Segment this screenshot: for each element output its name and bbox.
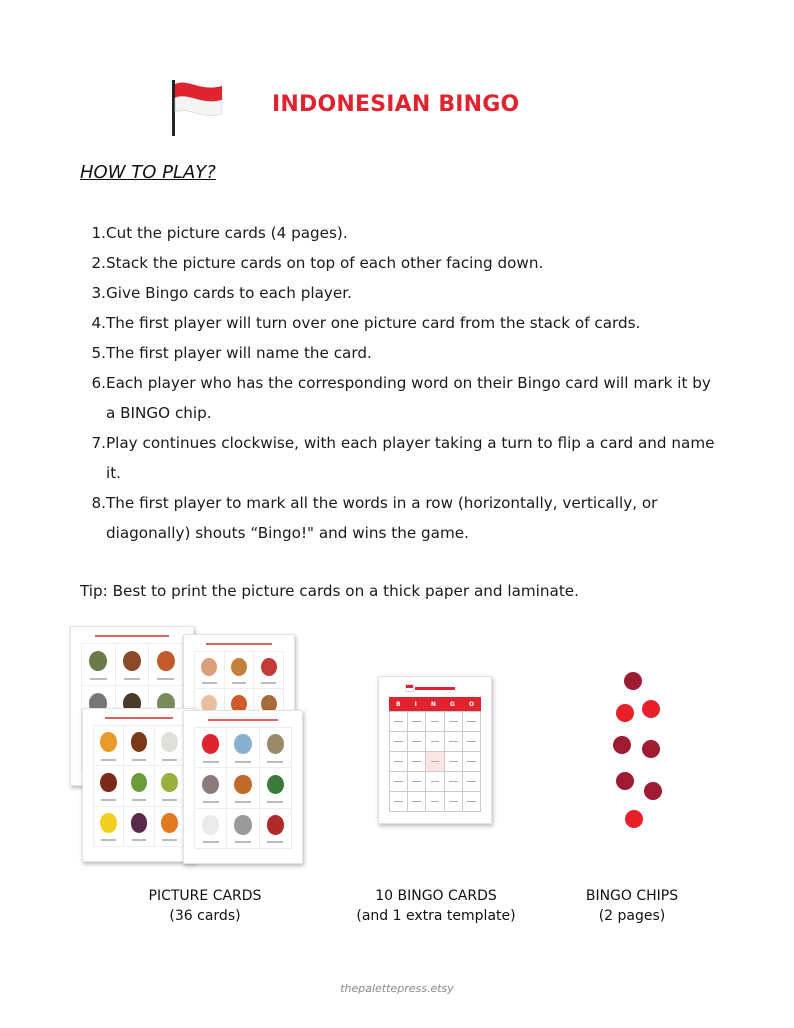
steps-list xyxy=(80,218,720,548)
step-number: 4. xyxy=(91,314,106,332)
how-to-play-heading: HOW TO PLAY? xyxy=(80,162,216,183)
bingo-chips-caption xyxy=(560,886,704,926)
bingo-chip xyxy=(642,740,660,758)
bingo-cards-caption xyxy=(336,886,536,926)
step-item xyxy=(80,218,720,248)
step-number: 1. xyxy=(91,224,106,242)
bingo-letter: N xyxy=(430,700,436,708)
step-number: 5. xyxy=(91,344,106,362)
step-item xyxy=(80,308,720,338)
bingo-letter: O xyxy=(468,700,474,708)
step-item xyxy=(80,368,720,428)
bingo-chip xyxy=(625,810,643,828)
caption-line: (and 1 extra template) xyxy=(356,908,516,924)
caption-line: PICTURE CARDS xyxy=(148,888,262,904)
bingo-card-header xyxy=(389,697,481,711)
bingo-letter: I xyxy=(414,700,417,708)
bingo-chip xyxy=(644,782,662,800)
bingo-letter: B xyxy=(396,700,401,708)
bingo-chip xyxy=(616,772,634,790)
step-text: The first player will turn over one picture card from the stack of cards. xyxy=(106,314,641,332)
page-title: INDONESIAN BINGO xyxy=(272,92,520,117)
step-text: The first player will name the card. xyxy=(106,344,372,362)
step-text: Give Bingo cards to each player. xyxy=(106,284,352,302)
step-number: 2. xyxy=(91,254,106,272)
step-item xyxy=(80,278,720,308)
picture-cards-caption xyxy=(120,886,290,926)
bingo-chip xyxy=(613,736,631,754)
bingo-card-preview xyxy=(378,676,492,824)
caption-line: (2 pages) xyxy=(598,908,666,924)
step-number: 3. xyxy=(91,284,106,302)
caption-line: (36 cards) xyxy=(169,908,241,924)
caption-line: 10 BINGO CARDS xyxy=(375,888,497,904)
step-item xyxy=(80,338,720,368)
step-number: 8. xyxy=(91,494,106,512)
step-text: Each player who has the corresponding word on their Bingo card will mark it by a BINGO chip. xyxy=(106,374,711,422)
bingo-chip xyxy=(642,700,660,718)
step-item xyxy=(80,488,720,548)
step-item xyxy=(80,428,720,488)
step-text: The first player to mark all the words in a row (horizontally, vertically, or diagonally) shouts “Bingo!" and wins the game. xyxy=(106,494,658,542)
bingo-chip xyxy=(624,672,642,690)
step-text: Play continues clockwise, with each player taking a turn to flip a card and name it. xyxy=(106,434,715,482)
step-number: 6. xyxy=(91,374,106,392)
footer-credit: thepalettepress.etsy xyxy=(340,982,454,995)
tip-text: Tip: Best to print the picture cards on a thick paper and laminate. xyxy=(80,582,579,600)
step-number: 7. xyxy=(91,434,106,452)
mini-flag-icon xyxy=(405,684,414,692)
indonesian-flag-icon xyxy=(166,76,226,138)
picture-cards-sheet xyxy=(82,708,196,862)
picture-cards-sheet xyxy=(183,710,303,864)
step-text: Stack the picture cards on top of each other facing down. xyxy=(106,254,544,272)
step-text: Cut the picture cards (4 pages). xyxy=(106,224,348,242)
caption-line: BINGO CHIPS xyxy=(585,888,679,904)
step-item xyxy=(80,248,720,278)
bingo-letter: G xyxy=(449,700,455,708)
bingo-chip xyxy=(616,704,634,722)
